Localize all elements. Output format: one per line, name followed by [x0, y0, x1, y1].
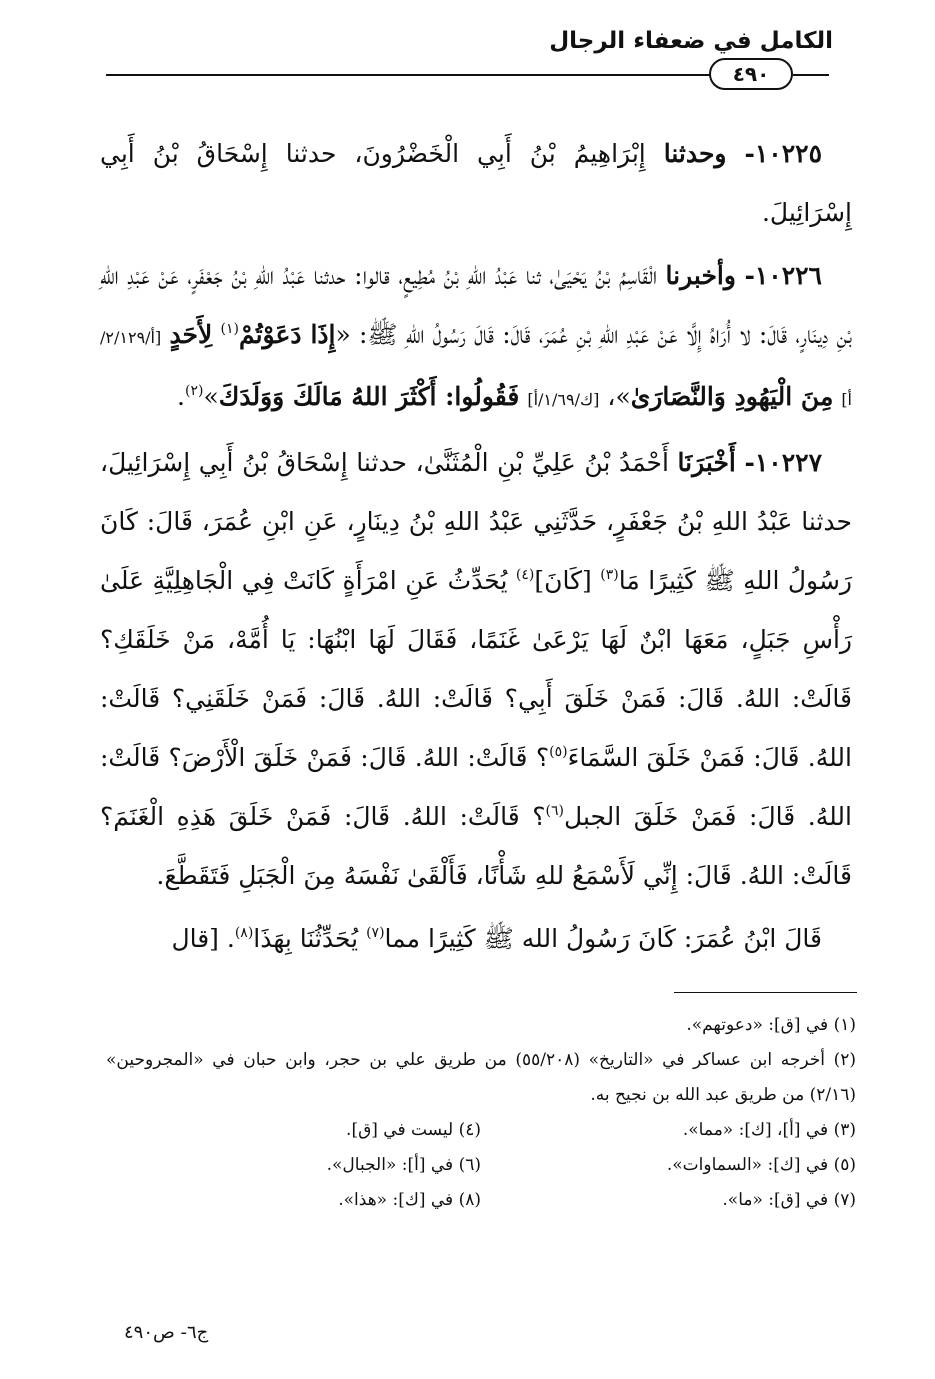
entry-text: »،: [599, 382, 631, 411]
entry-text: .: [177, 382, 185, 411]
paragraph-ibn-umar: [100, 909, 852, 968]
footnote-row: [106, 1148, 856, 1183]
entry-text: [كَانَ]: [534, 566, 601, 595]
entry-text: ؟ قَالَتْ: اللهُ. قَالَ: فَمَنْ خَلَقَ هَذِهِ الْغَنَمَ؟ قَالَتْ: اللهُ. قَالَ: إِنِّي لَأَسْمَعُ للهِ شَأْنًا، فَأَلْقَىٰ نَفْسَهُ مِنَ الْجَبَلِ فَتَقَطَّعَ.: [100, 802, 852, 890]
header-rule-left: [106, 74, 710, 76]
page-number-badge: ٤٩٠: [709, 58, 793, 90]
entry-lead-word: وأخبرنا: [665, 261, 736, 290]
manuscript-reference: [ك/١/٦٩/أ]: [527, 390, 600, 409]
entry-number: ١٠٢٢٥-: [744, 139, 823, 168]
footnotes: [106, 1008, 856, 1218]
footnote-marker: (٥): [549, 744, 568, 760]
hadith-text: مِنَ الْيَهُودِ وَالنَّصَارَىٰ: [630, 382, 834, 411]
entry-lead-word: أَخْبَرَنَا: [677, 448, 736, 477]
footnote-marker: (٧): [366, 925, 385, 941]
hadith-text: لِأَحَدٍ: [169, 320, 213, 349]
entry-number: ١٠٢٢٦-: [744, 261, 822, 290]
entry-10227: [100, 433, 852, 905]
entry-text: ؟ قَالَتْ: اللهُ. قَالَ: فَمَنْ خَلَقَ الْأَرْضَ؟ قَالَتْ: اللهُ. قَالَ: فَمَنْ خَلَقَ الجبل: [100, 743, 852, 831]
entry-text: . [قال: [171, 924, 235, 953]
footnote-marker: (٢): [184, 383, 204, 399]
footnote-row: [106, 1113, 856, 1148]
footnote-marker: (٤): [515, 567, 535, 583]
entry-text: يُحَدِّثُ عَنِ امْرَأَةٍ كَانَتْ فِي الْجَاهِلِيَّةِ عَلَىٰ رَأْسِ جَبَلٍ، مَعَهَا ابْنٌ لَهَا يَرْعَىٰ غَنَمًا، فَقَالَ لَهَا ابْنُهَا: يَا أُمَّهْ، مَنْ خَلَقَكِ؟ قَالَتْ: اللهُ. قَالَ: فَمَنْ خَلَقَ أَبِي؟ قَالَتْ: اللهُ. قَالَ: فَمَنْ خَلَقَنِي؟ قَالَتْ: اللهُ. قَالَ: فَمَنْ خَلَقَ السَّمَاءَ: [100, 566, 852, 772]
footnote-4: (٤) ليست في [ق].: [346, 1120, 481, 1140]
entry-10226: [100, 246, 852, 429]
header-rule-right: [793, 74, 829, 76]
footnote-separator: [674, 992, 857, 993]
footnote-2: (٢) أخرجه ابن عساكر في «التاريخ» (٥٥/٢٠٨) من طريق علي بن حجر، وابن حبان في «المجروحين» (٢/١٦) من طريق عبد الله بن نجيح به.: [106, 1050, 856, 1105]
footnote-6: (٦) في [أ]: «الجبال».: [326, 1155, 481, 1175]
page-footer-label: ج٦- ص٤٩٠: [124, 1322, 209, 1343]
entry-10225: [100, 124, 852, 242]
footnote-marker: (٣): [600, 567, 619, 583]
footnote-marker: (٦): [545, 803, 565, 819]
entry-text: إِبْرَاهِيمُ بْنُ أَبِي الْخَضْرُونَ، حدثنا إِسْحَاقُ بْنُ أَبِي إِسْرَائِيلَ.: [100, 139, 852, 227]
footnote-7: (٧) في [ق]: «ما».: [722, 1190, 856, 1210]
footnote-marker: (١): [220, 321, 239, 337]
footnote-marker: (٨): [234, 925, 254, 941]
hadith-text: فَقُولُوا: أَكْثَرَ اللهُ مَالَكَ وَوَلَدَكَ: [218, 382, 520, 411]
manuscript-reference: [أ/٢/١٢٩/أ]: [100, 328, 852, 409]
running-header-title: الكامل في ضعفاء الرجال: [549, 28, 833, 54]
main-text: [100, 124, 852, 972]
entry-text: أَحْمَدُ بْنُ عَلِيِّ بْنِ الْمُثَنَّىٰ، حدثنا إِسْحَاقُ بْنُ أَبِي إِسْرَائِيلَ، حدثنا عَبْدُ اللهِ بْنُ جَعْفَرٍ، حَدَّثَنِي عَبْدُ اللهِ بْنُ دِينَارٍ، عَنِ ابْنِ عُمَرَ، قَالَ: كَانَ رَسُولُ اللهِ ﷺ كَثِيرًا مَا: [100, 448, 852, 595]
entry-lead-word: وحدثنا: [663, 139, 727, 168]
footnote-3: (٣) في [أ]، [ك]: «مما».: [682, 1120, 856, 1140]
footnote-row: [106, 1183, 856, 1218]
entry-text: الْقَاسِمُ بْنُ يَحْيَىٰ، ثنا عَبْدُ اللهِ بْنُ مُطِيعٍ، قالوا: حدثنا عَبْدُ اللهِ بْنُ جَعْفَرٍ، عَنْ عَبْدِ اللهِ بْنِ دِينَارٍ، قَالَ: لا أُرَاهُ إِلَّا عَنْ عَبْدِ اللهِ بْنِ عُمَرَ، قَالَ: قَالَ رَسُولُ اللهِ ﷺ: «: [100, 261, 852, 349]
footnote-1: (١) في [ق]: «دعوتهم».: [686, 1015, 856, 1035]
entry-text: يُحَدِّثُنَا بِهَذَا: [253, 924, 367, 953]
hadith-text: إِذَا دَعَوْتُمْ: [238, 320, 336, 349]
footnote-8: (٨) في [ك]: «هذا».: [338, 1190, 481, 1210]
entry-text: »: [203, 382, 219, 411]
entry-number: ١٠٢٢٧-: [744, 448, 822, 477]
footnote-5: (٥) في [ك]: «السماوات».: [666, 1155, 856, 1175]
entry-text: قَالَ ابْنُ عُمَرَ: كَانَ رَسُولُ الله ﷺ كَثِيرًا مما: [384, 924, 822, 953]
